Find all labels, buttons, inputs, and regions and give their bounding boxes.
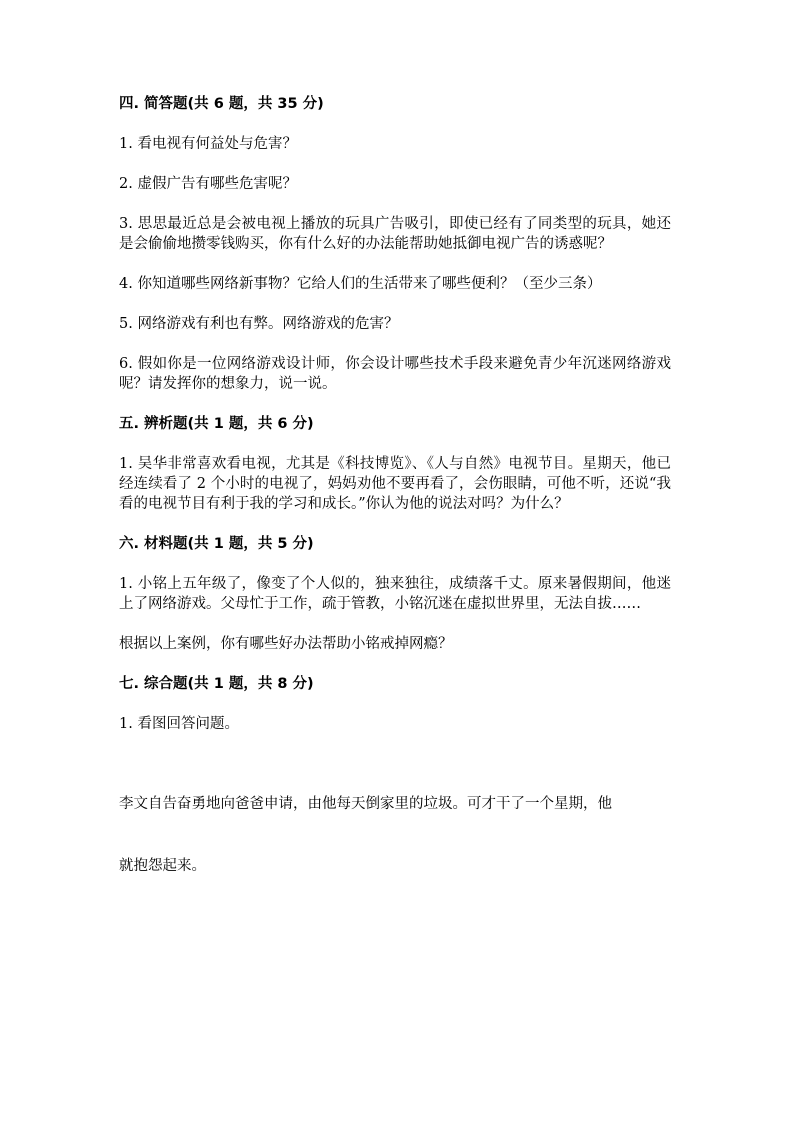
question-item: 2. 虚假广告有哪些危害呢？ (119, 176, 297, 192)
story-text: 就抱怨起来。 (119, 858, 206, 874)
section-short-answer (119, 94, 671, 394)
image-placeholder (119, 754, 671, 794)
question-item: 3. 思思最近总是会被电视上播放的玩具广告吸引，即使已经有了同类型的玩具，她还是会偷偷地攒零钱购买，你有什么好的办法能帮助她抵御电视广告的诱惑呢？ (119, 216, 671, 252)
question-prompt: 根据以上案例，你有哪些好办法帮助小铭戒掉网瘾？ (119, 636, 453, 652)
question-item: 1. 看电视有何益处与危害？ (119, 136, 297, 152)
section-material (119, 534, 671, 654)
question-item: 1. 小铭上五年级了，像变了个人似的，独来独往，成绩落千丈。原来暑假期间，他迷上了网络游戏。父母忙于工作，疏于管教，小铭沉迷在虚拟世界里，无法自拔…… (119, 576, 671, 612)
section-heading: 六. 材料题(共 1 题，共 5 分) (119, 536, 314, 552)
section-heading: 七. 综合题(共 1 题，共 8 分) (119, 676, 314, 692)
question-item: 1. 吴华非常喜欢看电视，尤其是《科技博览》、《人与自然》电视节目。星期天，他已经连续看了 2 个小时的电视了，妈妈劝他不要再看了，会伤眼睛，可他不听，还说“我看的电视节目有利于我的学习和成长。”你认为他的说法对吗？为什么？ (119, 456, 671, 512)
section-heading: 五. 辨析题(共 1 题，共 6 分) (119, 416, 314, 432)
question-item: 5. 网络游戏有利也有弊。网络游戏的危害？ (119, 316, 399, 332)
section-analysis (119, 414, 671, 514)
question-item: 4. 你知道哪些网络新事物？它给人们的生活带来了哪些便利？（至少三条） (119, 276, 602, 292)
section-heading: 四. 简答题(共 6 题，共 35 分) (119, 96, 324, 112)
section-comprehensive (119, 674, 671, 734)
document-content (119, 94, 671, 896)
story-text: 李文自告奋勇地向爸爸申请，由他每天倒家里的垃圾。可才干了一个星期，他 (119, 796, 612, 812)
question-item: 1. 看图回答问题。 (119, 716, 239, 732)
question-item: 6. 假如你是一位网络游戏设计师，你会设计哪些技术手段来避免青少年沉迷网络游戏呢？请发挥你的想象力，说一说。 (119, 356, 671, 392)
